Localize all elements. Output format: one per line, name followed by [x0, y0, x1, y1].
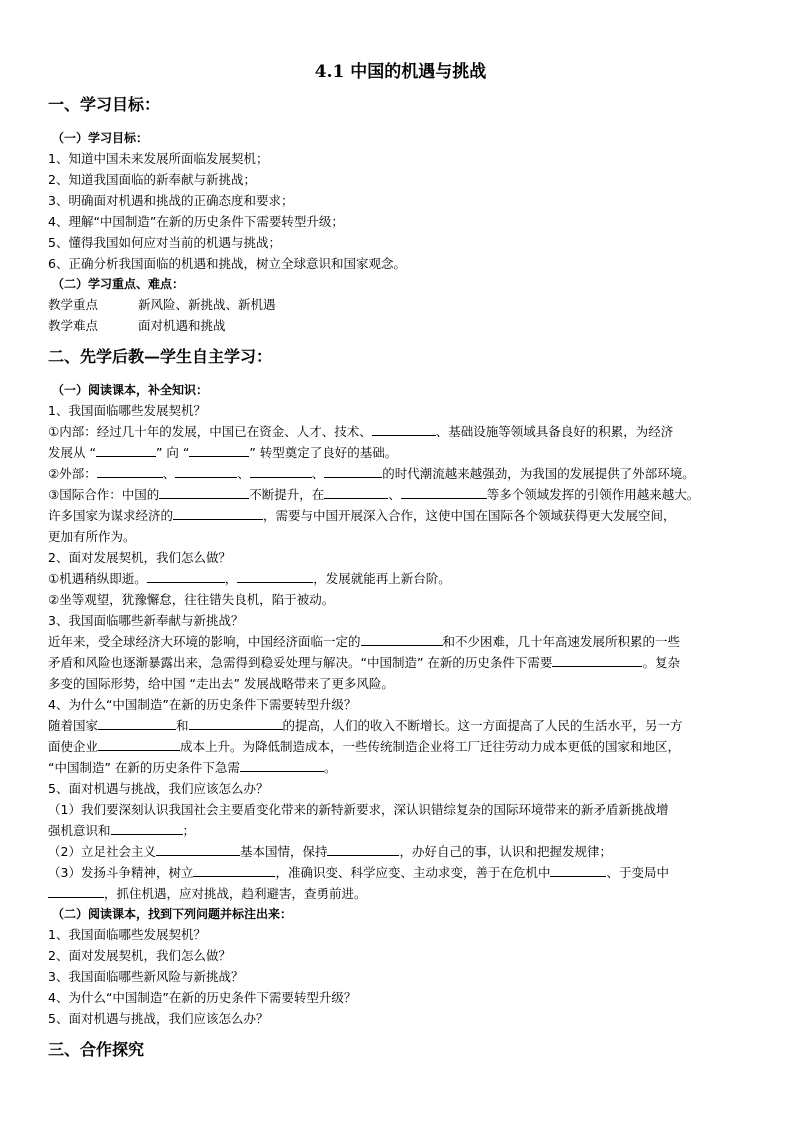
- key-point-label: 教学重点: [48, 297, 99, 312]
- objective-item: 5、懂得我国如何应对当前的机遇与挑战；: [48, 235, 281, 250]
- find-questions-subheading: （二）阅读课本，找到下列问题并标注出来：: [52, 907, 293, 921]
- difficulty-label: 教学难点: [48, 318, 99, 333]
- section-3-heading: 三、合作探究: [48, 1040, 145, 1059]
- fill-blank[interactable]: [97, 464, 163, 478]
- objective-item: 4、理解“中国制造”在新的历史条件下需要转型升级；: [48, 214, 344, 229]
- objective-item: 6、正确分析我国面临的机遇和挑战，树立全球意识和国家观念。: [48, 256, 406, 271]
- q2-answer-b: ②坐等观望，犹豫懈怠，往往错失良机，陷于被动。: [48, 592, 335, 607]
- find-question-item: 1、我国面临哪些发展契机？: [48, 927, 206, 942]
- fill-blank[interactable]: [147, 569, 225, 583]
- find-question-item: 3、我国面临哪些新风险与新挑战？: [48, 969, 244, 984]
- key-points-subheading: （二）学习重点、难点：: [52, 277, 185, 291]
- fill-blank[interactable]: [173, 506, 263, 520]
- fill-blank[interactable]: [48, 884, 104, 898]
- fill-blank[interactable]: [193, 863, 275, 877]
- fill-blank[interactable]: [189, 716, 283, 730]
- worksheet-page: [48, 58, 753, 1073]
- section-2-heading: 二、先学后教—学生自主学习：: [48, 347, 273, 366]
- section-1-heading: 一、学习目标：: [48, 95, 161, 114]
- q5-answer-1: （1）我们要深刻认识我国社会主要盾变化带来的新特新要求，深认识错综复杂的国际环境带来的新矛盾新挑战增 强机意识和 ；: [48, 802, 669, 838]
- question-5: 5、面对机遇与挑战，我们应该怎么办？: [48, 781, 269, 796]
- q1-external: ②外部： 、 、 、 的时代潮流越来越强劲，为我国的发展提供了外部环境。: [48, 466, 695, 481]
- fill-blank[interactable]: [324, 464, 382, 478]
- reading-subheading: （一）阅读课本，补全知识：: [52, 383, 209, 397]
- fill-blank[interactable]: [96, 443, 156, 457]
- objective-item: 3、明确面对机遇和挑战的正确态度和要求；: [48, 193, 294, 208]
- key-point-row: [48, 294, 753, 315]
- difficulty-row: [48, 315, 753, 336]
- fill-blank[interactable]: [324, 485, 388, 499]
- question-3: 3、我国面临哪些新奉献与新挑战？: [48, 613, 244, 628]
- difficulty-value: 面对机遇和挑战: [138, 318, 226, 333]
- fill-blank[interactable]: [159, 485, 249, 499]
- q1-internal: ①内部：经过几十年的发展，中国已在资金、人才、技术、 、基础设施等领域具备良好的积累，为经济 发展从 “ ” 向 “ ” 转型奠定了良好的基础。: [48, 424, 674, 460]
- question-1: 1、我国面临哪些发展契机？: [48, 403, 206, 418]
- objective-item: 1、知道中国未来发展所面临发展契机；: [48, 151, 269, 166]
- fill-blank[interactable]: [175, 464, 237, 478]
- fill-blank[interactable]: [189, 443, 249, 457]
- q3-answer: 近年来，受全球经济大环境的影响，中国经济面临一定的 和不少困难，几十年高速发展所积累的一些 矛盾和风险也逐渐暴露出来，急需得到稳妥处理与解决。“中国制造” 在新的历史条件下需要 。复杂 多变的国际形势，给中国 “走出去” 发展战略带来了更多风险。: [48, 634, 681, 691]
- page-title: 4.1 中国的机遇与挑战: [314, 62, 487, 82]
- fill-blank[interactable]: [401, 485, 487, 499]
- fill-blank[interactable]: [250, 464, 312, 478]
- fill-blank[interactable]: [240, 758, 324, 772]
- q1-international: ③国际合作：中国的 不断提升，在 、 等多个领域发挥的引领作用越来越大。 许多国家为谋求经济的 ，需要与中国开展深入合作，这使中国在国际各个领域获得更大发展空间， 更加有所作为。: [48, 487, 700, 544]
- fill-blank[interactable]: [98, 716, 176, 730]
- find-question-item: 2、面对发展契机，我们怎么做？: [48, 948, 231, 963]
- objective-item: 2、知道我国面临的新奉献与新挑战；: [48, 172, 256, 187]
- objectives-subheading: （一）学习目标：: [52, 131, 149, 145]
- fill-blank[interactable]: [361, 632, 443, 646]
- find-question-item: 4、为什么“中国制造”在新的历史条件下需要转型升级？: [48, 990, 357, 1005]
- fill-blank[interactable]: [98, 737, 180, 751]
- key-point-value: 新风险、新挑战、新机遇: [138, 297, 276, 312]
- q5-answer-2: （2）立足社会主义 基本国情，保持 ，办好自己的事，认识和把握发规律；: [48, 844, 612, 859]
- fill-blank[interactable]: [237, 569, 313, 583]
- fill-blank[interactable]: [372, 422, 436, 436]
- fill-blank[interactable]: [552, 653, 642, 667]
- q5-answer-3: （3）发扬斗争精神，树立 ，准确识变、科学应变、主动求变，善于在危机中 、于变局中 ，抓住机遇，应对挑战，趋利避害，查勇前进。: [48, 865, 669, 901]
- find-question-item: 5、面对机遇与挑战，我们应该怎么办？: [48, 1011, 269, 1026]
- fill-blank[interactable]: [111, 821, 183, 835]
- question-4: 4、为什么“中国制造”在新的历史条件下需要转型升级？: [48, 697, 357, 712]
- fill-blank[interactable]: [550, 863, 606, 877]
- fill-blank[interactable]: [156, 842, 240, 856]
- q4-answer: 随着国家 和 的提高，人们的收入不断增长。这一方面提高了人民的生活水平，另一方 面使企业 成本上升。为降低制造成本，一些传统制造企业将工厂迁往劳动力成本更低的国家和地区， “中国制造” 在新的历史条件下急需 。: [48, 718, 683, 775]
- q2-answer-a: ①机遇稍纵即逝。 ， ，发展就能再上新台阶。: [48, 571, 451, 586]
- question-2: 2、面对发展契机，我们怎么做？: [48, 550, 231, 565]
- fill-blank[interactable]: [327, 842, 399, 856]
